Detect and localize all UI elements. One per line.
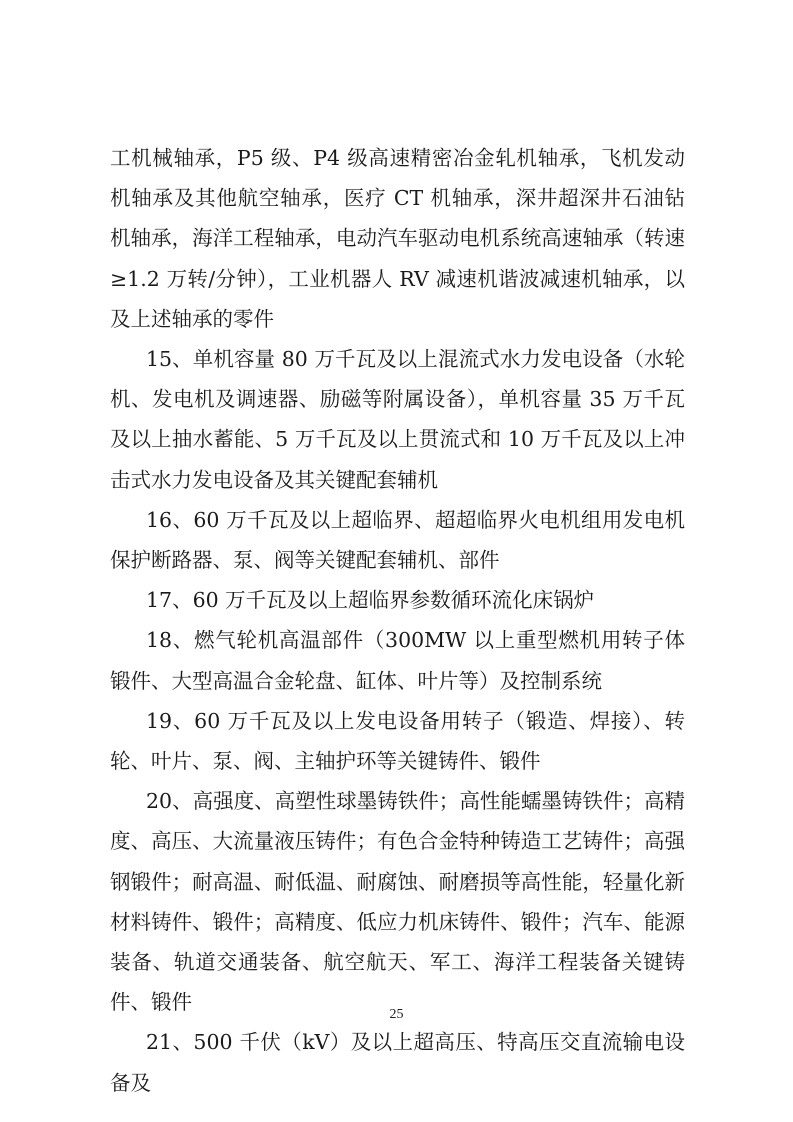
paragraph-item-18: 18、燃气轮机高温部件（300MW 以上重型燃机用转子体锻件、大型高温合金轮盘、缸体、叶片等）及控制系统 xyxy=(110,628,685,693)
paragraph-continuation: 工机械轴承，P5 级、P4 级高速精密冶金轧机轴承，飞机发动机轴承及其他航空轴承，医疗 CT 机轴承，深井超深井石油钻机轴承，海洋工程轴承，电动汽车驱动电机系统高速轴承（转速≥1.2 万转/分钟），工业机器人 RV 减速机谐波减速机轴承，以及上述轴承的零件 xyxy=(110,146,685,331)
paragraph-item-16: 16、60 万千瓦及以上超临界、超超临界火电机组用发电机保护断路器、泵、阀等关键配套辅机、部件 xyxy=(110,507,685,573)
paragraph-item-17: 17、60 万千瓦及以上超临界参数循环流化床锅炉 xyxy=(146,588,595,613)
paragraph-item-21: 21、500 千伏（kV）及以上超高压、特高压交直流输电设备及 xyxy=(110,1030,685,1095)
paragraph-item-20: 20、高强度、高塑性球墨铸铁件；高性能蠕墨铸铁件；高精度、高压、大流量液压铸件；有色合金特种铸造工艺铸件；高强钢锻件；耐高温、耐低温、耐腐蚀、耐磨损等高性能，轻量化新材料铸件、锻件；高精度、低应力机床铸件、锻件；汽车、能源装备、轨道交通装备、航空航天、军工、海洋工程装备关键铸件、锻件 xyxy=(110,789,685,1015)
paragraph-item-19: 19、60 万千瓦及以上发电设备用转子（锻造、焊接）、转轮、叶片、泵、阀、主轴护环等关键铸件、锻件 xyxy=(110,708,685,774)
document-body xyxy=(110,138,685,1103)
page-number: 25 xyxy=(389,1007,404,1022)
paragraph-item-15: 15、单机容量 80 万千瓦及以上混流式水力发电设备（水轮机、发电机及调速器、励磁等附属设备），单机容量 35 万千瓦及以上抽水蓄能、5 万千瓦及以上贯流式和 10 万千瓦及以上冲击式水力发电设备及其关键配套辅机 xyxy=(110,347,685,492)
